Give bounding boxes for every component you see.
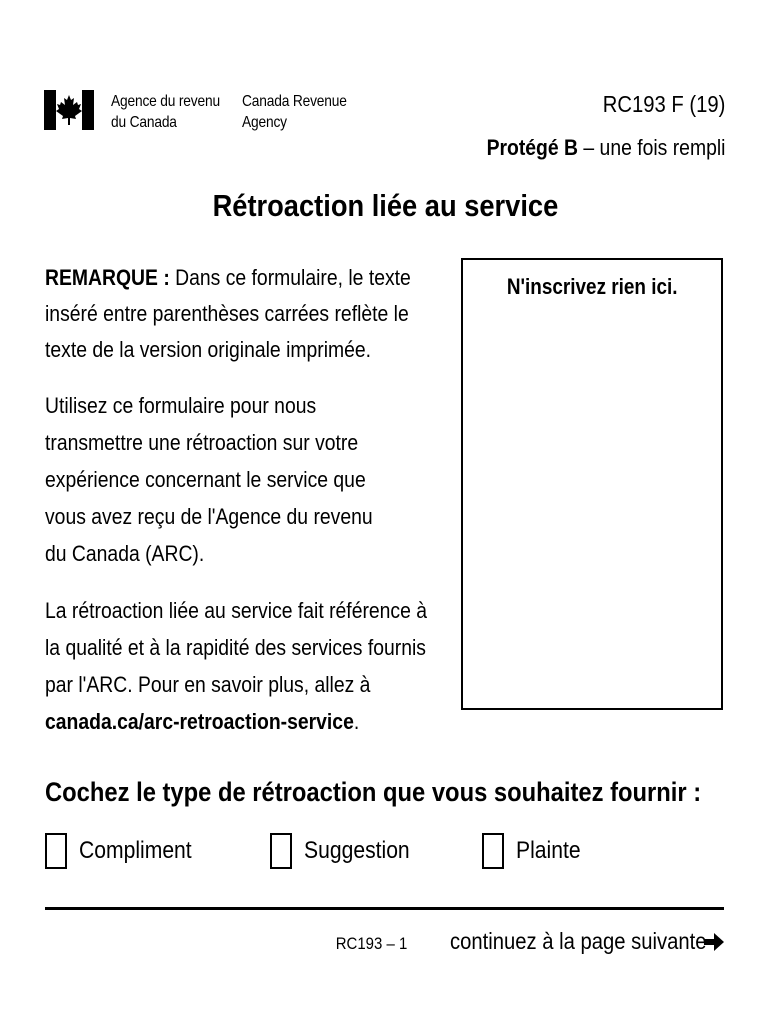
page-number: RC193 – 1 <box>335 934 408 953</box>
office-use-label-text: N'inscrivez rien ici. <box>506 274 678 299</box>
suggestion-checkbox[interactable] <box>270 833 292 869</box>
remark-line-2: inséré entre parenthèses carrées reflète le <box>45 301 409 326</box>
agency-name-french <box>111 91 220 133</box>
remark-label: REMARQUE : <box>45 265 170 290</box>
remark-line-1 <box>45 260 411 296</box>
info-line-1: La rétroaction liée au service fait référence à <box>45 598 428 623</box>
info-paragraph <box>45 592 427 740</box>
intro-line-5: du Canada (ARC). <box>45 541 205 566</box>
info-line-2: la qualité et à la rapidité des services fournis <box>45 635 426 660</box>
agency-fr-line1: Agence du revenu <box>111 93 220 110</box>
protected-suffix: – une fois rempli <box>577 135 725 160</box>
intro-line-1: Utilisez ce formulaire pour nous <box>45 393 317 418</box>
option-suggestion[interactable] <box>270 831 424 871</box>
page-title-text: Rétroaction liée au service <box>212 188 558 223</box>
info-line-4 <box>45 703 427 740</box>
info-link-suffix: . <box>353 709 360 734</box>
footer-divider <box>45 907 724 910</box>
feedback-type-question: Cochez le type de rétroaction que vous souhaitez fournir : <box>45 777 702 807</box>
remark-line-1-text: Dans ce formulaire, le texte <box>169 265 411 290</box>
complaint-label: Plainte <box>516 837 581 864</box>
option-compliment[interactable] <box>45 831 207 871</box>
page-title <box>0 186 770 226</box>
remark-line-3: texte de la version originale imprimée. <box>45 337 372 362</box>
form-code: RC193 F (19) <box>602 91 725 117</box>
agency-fr-line2: du Canada <box>111 114 177 131</box>
complaint-checkbox[interactable] <box>482 833 504 869</box>
intro-line-2: transmettre une rétroaction sur votre <box>45 430 359 455</box>
canada-flag-icon <box>44 90 94 130</box>
intro-line-4: vous avez reçu de l'Agence du revenu <box>45 504 373 529</box>
compliment-checkbox[interactable] <box>45 833 67 869</box>
office-use-box <box>461 258 723 710</box>
remark-paragraph <box>45 260 411 368</box>
intro-line-3: expérience concernant le service que <box>45 467 366 492</box>
intro-paragraph <box>45 387 373 572</box>
continue-text: continuez à la page suivante <box>450 928 707 954</box>
option-complaint[interactable] <box>482 831 589 871</box>
compliment-label: Compliment <box>79 837 192 864</box>
feedback-link[interactable]: canada.ca/arc-retroaction-service <box>45 709 354 734</box>
agency-en-line1: Canada Revenue <box>242 93 347 110</box>
protected-label: Protégé B <box>486 135 578 160</box>
agency-en-line2: Agency <box>242 114 287 131</box>
suggestion-label: Suggestion <box>304 837 410 864</box>
agency-name-english <box>242 91 347 133</box>
info-line-3: par l'ARC. Pour en savoir plus, allez à <box>45 672 371 697</box>
office-use-label <box>463 274 721 300</box>
page-footer <box>326 928 725 955</box>
protected-status <box>486 134 725 162</box>
